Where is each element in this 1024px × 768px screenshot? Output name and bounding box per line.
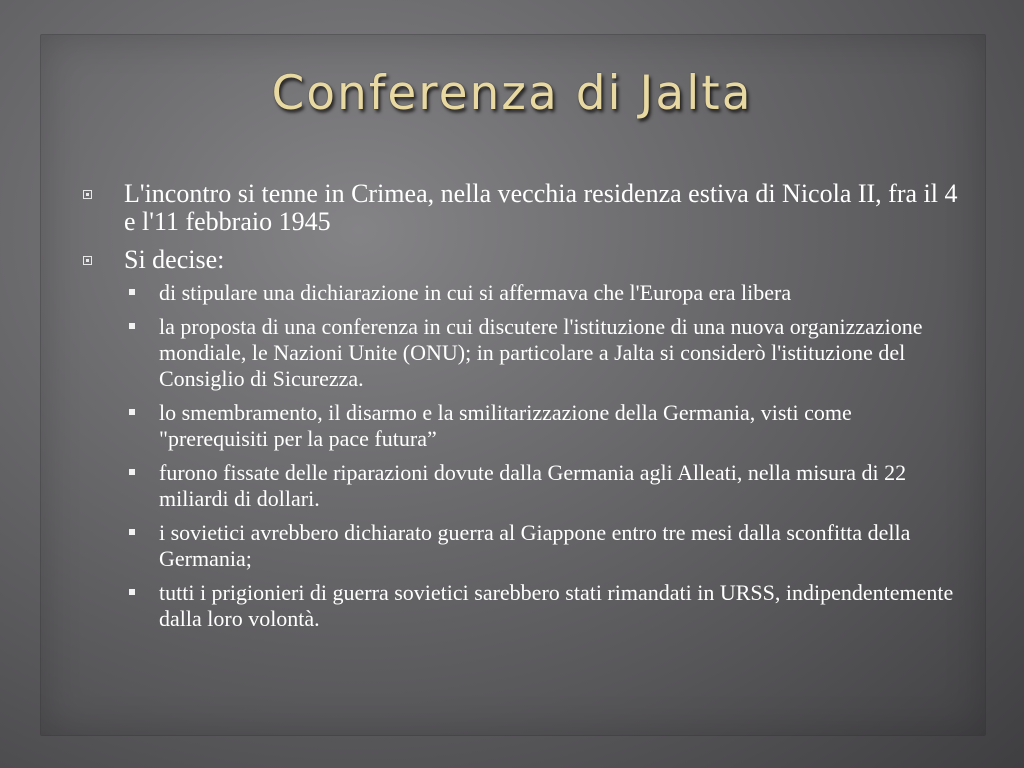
slide-content [80,180,960,640]
sub-bullet-item [80,400,960,452]
bullet-text: L'incontro si tenne in Crimea, nella vecchia residenza estiva di Nicola II, fra il 4 e l'11 febbraio 1945 [124,179,958,236]
sub-bullet-text: i sovietici avrebbero dichiarato guerra al Giappone entro tre mesi dalla sconfitta della Germania; [159,520,911,571]
filled-square-bullet-icon [129,289,135,295]
sub-bullet-item [80,280,960,306]
sub-bullet-item [80,460,960,512]
boxed-square-bullet-icon [83,190,92,199]
bullet-item [80,246,960,274]
bullet-item [80,180,960,236]
boxed-square-bullet-icon [83,256,92,265]
sub-bullet-item [80,580,960,632]
sub-bullet-text: furono fissate delle riparazioni dovute dalla Germania agli Alleati, nella misura di 22 miliardi di dollari. [159,460,907,511]
slide-title: Conferenza di Jalta [271,66,753,121]
sub-bullet-text: lo smembramento, il disarmo e la smilitarizzazione della Germania, visti come "prerequisiti per la pace futura” [159,400,852,451]
filled-square-bullet-icon [129,529,135,535]
filled-square-bullet-icon [129,469,135,475]
sub-bullet-text: la proposta di una conferenza in cui discutere l'istituzione di una nuova organizzazione mondiale, le Nazioni Unite (ONU); in particolare a Jalta si considerò l'istituzione del Consiglio di Sicurezza. [159,314,923,391]
sub-bullet-text: tutti i prigionieri di guerra sovietici sarebbero stati rimandati in URSS, indipendentemente dalla loro volontà. [159,580,954,631]
sub-bullet-item [80,314,960,392]
sub-bullet-item [80,520,960,572]
bullet-text: Si decise: [124,245,225,274]
filled-square-bullet-icon [129,409,135,415]
sub-bullet-text: di stipulare una dichiarazione in cui si affermava che l'Europa era libera [159,280,792,305]
filled-square-bullet-icon [129,589,135,595]
filled-square-bullet-icon [129,323,135,329]
